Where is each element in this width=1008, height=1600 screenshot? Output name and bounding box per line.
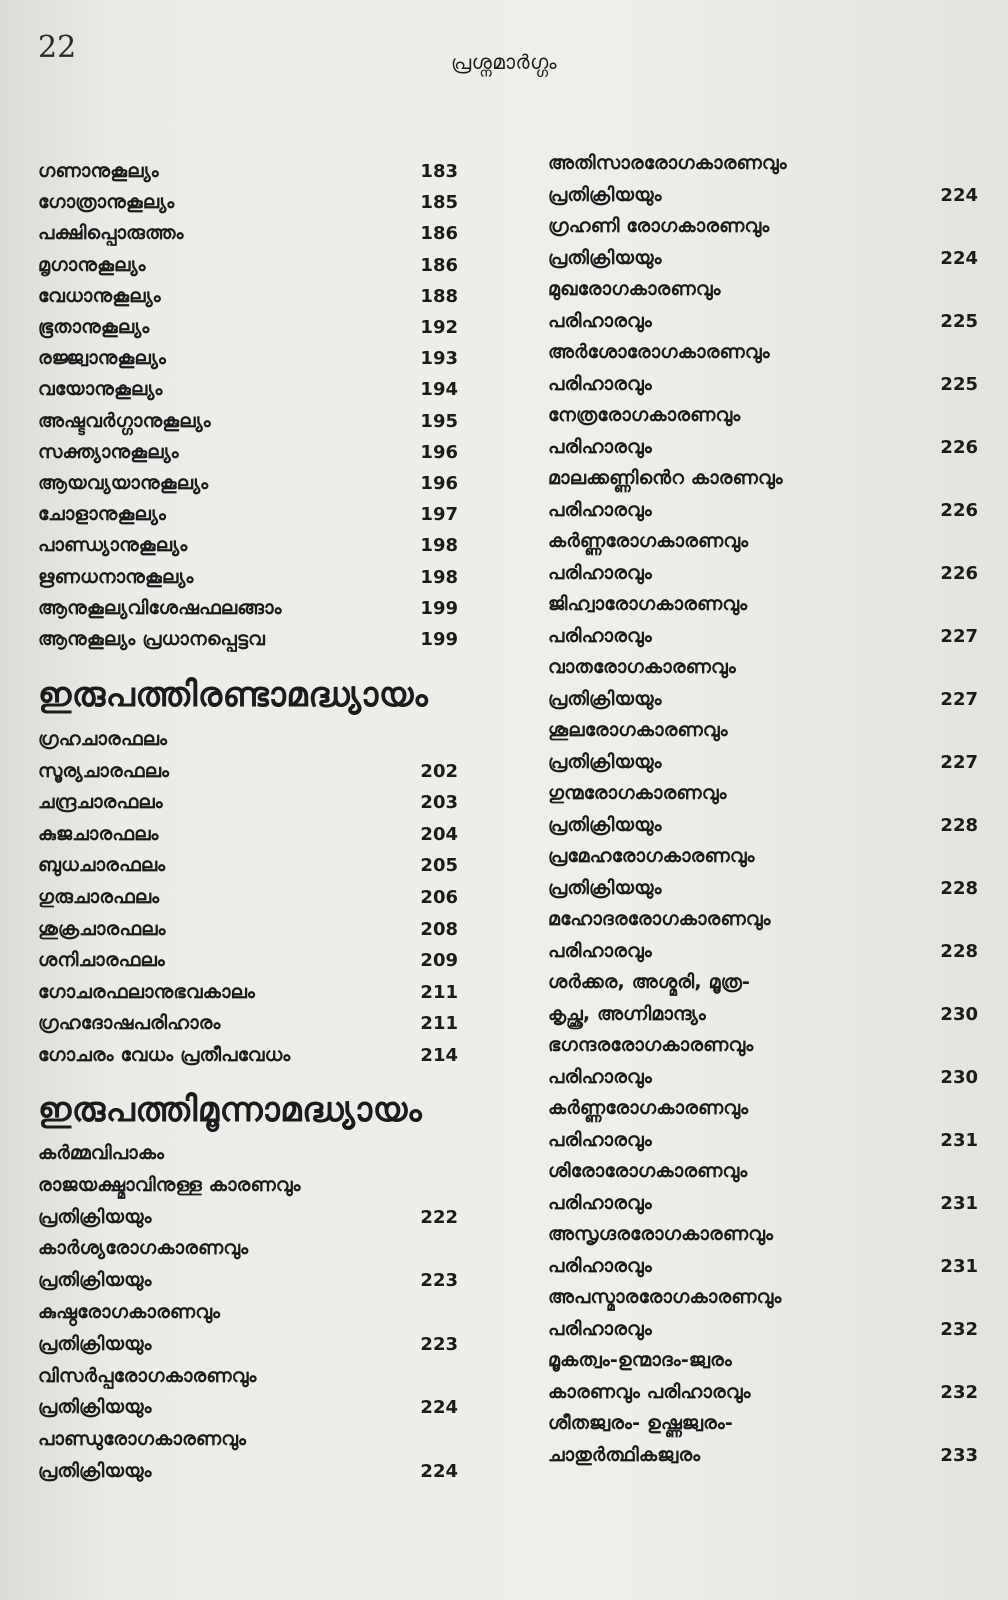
toc-entry [38,472,468,494]
entry-page-number: 225 [940,373,978,395]
entry-title: ബുധചാരഫലം [38,854,166,877]
toc-entry [38,1333,468,1355]
toc-entry [38,823,468,845]
entry-title: പാണ്ഡുരോഗകാരണവും [38,1428,247,1451]
entry-title: ഗണാനുകൂല്യം [38,160,159,182]
entry-title: അപസ്മാരരോഗകാരണവും [548,1286,782,1308]
entry-title: കർമ്മവിപാകം [38,1142,165,1164]
entry-title: പക്ഷിപ്പൊരുത്തം [38,222,184,245]
entry-title: കൃച്ഛ്ര, അഗ്നിമാന്ദ്യം [548,1002,706,1025]
toc-entry [548,971,978,993]
toc-entry [548,152,978,174]
entry-title: വിസർപ്പരോഗകാരണവും [38,1364,257,1387]
toc-entry [548,1003,978,1025]
entry-page-number: 199 [420,597,458,619]
entry-page-number: 231 [940,1255,978,1277]
entry-title: ചന്ദ്രചാരഫലം [38,791,163,814]
toc-entry [38,1142,468,1164]
toc-entry [38,1237,468,1259]
toc-entry [548,625,978,647]
entry-page-number: 205 [420,855,458,877]
toc-entry [548,1412,978,1434]
toc-entry [548,814,978,836]
entry-page-number: 211 [420,981,458,1003]
entry-page-number: 227 [940,751,978,773]
toc-entry [38,1460,468,1482]
entry-title: പരിഹാരവും [548,372,652,395]
toc-entry [548,310,978,332]
toc-entry [38,791,468,813]
toc-entry [548,877,978,899]
entry-page-number: 198 [420,566,458,588]
entry-title: ശീതജ്വരം- ഉഷ്ണജ്വരം- [548,1412,734,1434]
toc-entry [548,1066,978,1088]
entry-title: അതിസാരരോഗകാരണവും [548,152,787,174]
entry-title: പരിഹാരവും [548,1317,652,1340]
toc-entry [548,247,978,269]
toc-entry [38,1044,468,1066]
entry-page-number: 209 [420,950,458,972]
entry-page-number: 222 [420,1206,458,1228]
entry-page-number: 231 [940,1192,978,1214]
entry-page-number: 192 [420,317,458,338]
entry-title: ശൂലരോഗകാരണവും [548,719,728,741]
entry-title: പ്രതിക്രിയയും [38,1269,152,1292]
entry-title: ഗ്രഹണി രോഗകാരണവും [548,215,770,237]
entry-page-number: 232 [940,1381,978,1403]
entry-page-number: 203 [420,792,458,814]
entry-title: ഗുന്മരോഗകാരണവും [548,782,727,804]
entry-page-number: 228 [940,814,978,836]
entry-title: മഹോദരരോഗകാരണവും [548,908,771,930]
toc-entry [548,404,978,426]
toc-entry [548,1381,978,1403]
entry-title: ആനുകൂല്യം പ്രധാനപ്പെട്ടവ [38,628,266,650]
entry-title: പരിഹാരവും [548,435,652,458]
entry-title: പ്രതിക്രിയയും [548,183,662,206]
entry-page-number: 204 [420,823,458,845]
toc-entry [38,378,468,400]
entry-title: ഋണധനാനുകൂല്യം [38,565,194,588]
entry-page-number: 193 [420,348,458,370]
entry-title: പ്രതിക്രിയയും [38,1460,152,1482]
toc-entry [38,854,468,876]
entry-title: കുഷ്ഠരോഗകാരണവും [38,1301,221,1323]
entry-title: വയോനുകൂല്യം [38,378,163,401]
entry-page-number: 199 [420,629,458,650]
entry-title: വേധാനുകൂല്യം [38,284,161,307]
toc-entry [38,760,468,782]
entry-page-number: 224 [940,184,978,206]
entry-title: അസൃഗ്ദരരോഗകാരണവും [548,1223,774,1245]
entry-title: മൃഗാനുകൂല്യം [38,253,146,276]
entry-title: രജ്ജ്വാനുകൂല്യം [38,347,167,370]
toc-entry [38,191,468,213]
toc-entry [38,1174,468,1196]
entry-page-number: 230 [940,1003,978,1025]
entry-title: ഭൂതാനുകൂല്യം [38,316,150,338]
toc-entry [548,436,978,458]
entry-page-number: 225 [940,310,978,332]
entry-title: ശിരോരോഗകാരണവും [548,1160,748,1182]
toc-entry [38,1365,468,1387]
entry-title: പ്രതിക്രിയയും [38,1396,152,1419]
toc-entry [38,410,468,432]
entry-title: ചോളാനുകൂല്യം [38,503,167,526]
toc-entry [548,1286,978,1308]
toc-entry [548,1349,978,1371]
entry-page-number: 226 [940,436,978,458]
entry-title: പരിഹാരവും [548,1128,652,1151]
entry-title: പരിഹാരവും [548,1191,652,1214]
toc-entry [38,981,468,1003]
entry-title: കർണ്ണരോഗകാരണവും [548,1097,749,1119]
entry-page-number: 208 [420,918,458,940]
toc-entry [38,534,468,556]
toc-entry [38,1301,468,1323]
toc-entry [548,499,978,521]
entry-title: പാണ്ഡ്യാനുകൂല്യം [38,534,188,557]
toc-entry [548,1097,978,1119]
entry-page-number: 185 [420,192,458,214]
entry-title: ഗ്രഹദോഷപരിഹാരം [38,1012,221,1035]
toc-entry [38,316,468,338]
entry-title: കർണ്ണരോഗകാരണവും [548,530,749,552]
entry-title: പരിഹാരവും [548,939,652,962]
toc-entry [38,441,468,463]
entry-title: ആയവ്യയാനുകൂല്യം [38,472,209,494]
toc-entry [38,886,468,908]
entry-title: പരിഹാരവും [548,1254,652,1277]
entry-title: ഗോചരഫലാനുഭവകാലം [38,980,256,1003]
toc-entry [38,503,468,525]
toc-entry [38,1206,468,1228]
entry-page-number: 214 [420,1045,458,1066]
entry-page-number: 230 [940,1066,978,1088]
entry-title: പ്രതിക്രിയയും [548,750,662,773]
entry-title: പ്രമേഹരോഗകാരണവും [548,845,755,867]
entry-title: വാതരോഗകാരണവും [548,656,736,678]
toc-entry [548,184,978,206]
toc-entry [38,1012,468,1034]
toc-entry [548,1318,978,1340]
entry-title: പ്രതിക്രിയയും [548,246,662,269]
toc-entry [548,1034,978,1056]
toc-entry [38,566,468,588]
entry-page-number: 232 [940,1318,978,1340]
entry-title: ഗോചരം വേധം പ്രതീപവേധം [38,1044,291,1066]
entry-title: പരിഹാരവും [548,561,652,584]
toc-entry [548,940,978,962]
entry-title: നേത്രരോഗകാരണവും [548,404,741,426]
toc-entry [548,593,978,615]
toc-entry [548,530,978,552]
toc-entry [38,160,468,182]
toc-entry [548,845,978,867]
entry-page-number: 226 [940,562,978,584]
entry-title: പ്രതിക്രിയയും [548,876,662,899]
toc-entry [38,597,468,619]
toc-entry [548,373,978,395]
entry-title: അഷ്ടവർഗ്ഗാനുകൂല്യം [38,409,211,432]
entry-title: കുജചാരഫലം [38,822,159,845]
toc-entry [548,341,978,363]
chapter-22-heading: ഇരുപത്തിരണ്ടാമദ്ധ്യായം [38,675,429,715]
entry-title: ഭഗന്ദരരോഗകാരണവും [548,1034,754,1056]
entry-title: പരിഹാരവും [548,624,652,647]
toc-entry [548,215,978,237]
entry-title: അർശോരോഗകാരണവും [548,341,770,363]
toc-entry [548,719,978,741]
entry-title: ഗോത്രാനുകൂല്യം [38,191,175,214]
toc-entry [548,656,978,678]
toc-entry [548,1129,978,1151]
entry-page-number: 227 [940,625,978,647]
entry-title: മാലക്കണ്ണിൻെറ കാരണവും [548,467,783,489]
entry-title: സൂര്യചാരഫലം [38,759,170,782]
entry-page-number: 198 [420,535,458,557]
entry-page-number: 228 [940,877,978,899]
entry-page-number: 231 [940,1129,978,1151]
entry-page-number: 223 [420,1333,458,1355]
entry-title: ശനിചാരഫലം [38,949,165,972]
entry-title: ഗ്രഹചാരഫലം [38,728,168,750]
entry-page-number: 233 [940,1444,978,1466]
entry-title: ചാതുർത്ഥികജ്വരം [548,1443,701,1466]
entry-page-number: 197 [420,504,458,526]
page-number: 22 [38,30,77,65]
toc-entry [38,222,468,244]
entry-title: കാരണവും പരിഹാരവും [548,1380,751,1403]
entry-title: ശർക്കര, അശ്മരി, മൂത്ര- [548,971,751,993]
entry-title: ശുക്രചാരഫലം [38,917,166,940]
entry-title: പ്രതിക്രിയയും [38,1332,152,1355]
entry-title: ഗുരുചാരഫലം [38,886,160,908]
entry-page-number: 188 [420,285,458,307]
entry-page-number: 224 [940,247,978,269]
running-head: പ്രശ്നമാർഗ്ഗം [450,50,558,74]
toc-entry [548,782,978,804]
toc-entry [548,1192,978,1214]
toc-entry [38,347,468,369]
entry-page-number: 224 [420,1397,458,1419]
entry-page-number: 183 [420,161,458,182]
entry-title: പ്രതിക്രിയയും [548,687,662,710]
entry-title: ആനുകൂല്യവിശേഷഫലങ്ങാം [38,596,282,619]
entry-title: മുഖരോഗകാരണവും [548,278,721,300]
entry-title: സക്ത്യാനുകൂല്യം [38,440,179,463]
toc-entry [548,562,978,584]
entry-page-number: 196 [420,473,458,494]
entry-title: പരിഹാരവും [548,498,652,521]
toc-entry [548,1255,978,1277]
toc-entry [38,628,468,650]
entry-title: പരിഹാരവും [548,1065,652,1088]
toc-entry [548,278,978,300]
toc-entry [548,688,978,710]
entry-title: പ്രതിക്രിയയും [38,1205,152,1228]
entry-page-number: 196 [420,441,458,463]
entry-page-number: 202 [420,760,458,782]
entry-page-number: 226 [940,499,978,521]
entry-page-number: 186 [420,254,458,276]
toc-entry [548,1444,978,1466]
toc-entry [38,949,468,971]
toc-entry [38,918,468,940]
entry-page-number: 206 [420,887,458,908]
toc-entry [38,1269,468,1291]
entry-title: പരിഹാരവും [548,309,652,332]
toc-entry [38,285,468,307]
entry-title: കാർശ്യരോഗകാരണവും [38,1237,249,1260]
toc-entry [548,1160,978,1182]
entry-page-number: 186 [420,223,458,245]
toc-entry [548,751,978,773]
entry-title: മൂകത്വം-ഉന്മാദം-ജ്വരം [548,1349,732,1371]
entry-page-number: 194 [420,379,458,401]
entry-title: രാജയക്ഷ്മാവിനുള്ള കാരണവും [38,1173,301,1196]
entry-page-number: 227 [940,688,978,710]
entry-page-number: 195 [420,410,458,432]
entry-title: പ്രതിക്രിയയും [548,813,662,836]
toc-entry [38,1428,468,1450]
toc-entry [548,1223,978,1245]
entry-title: ജിഹ്വാരോഗകാരണവും [548,593,748,615]
toc-entry [548,908,978,930]
toc-entry [38,254,468,276]
entry-page-number: 223 [420,1270,458,1292]
toc-entry [38,1396,468,1418]
toc-entry [548,467,978,489]
entry-page-number: 224 [420,1461,458,1482]
chapter-23-heading: ഇരുപത്തിമൂന്നാമദ്ധ്യായം [38,1090,423,1130]
entry-page-number: 228 [940,940,978,962]
toc-entry [38,728,468,750]
entry-page-number: 211 [420,1013,458,1035]
